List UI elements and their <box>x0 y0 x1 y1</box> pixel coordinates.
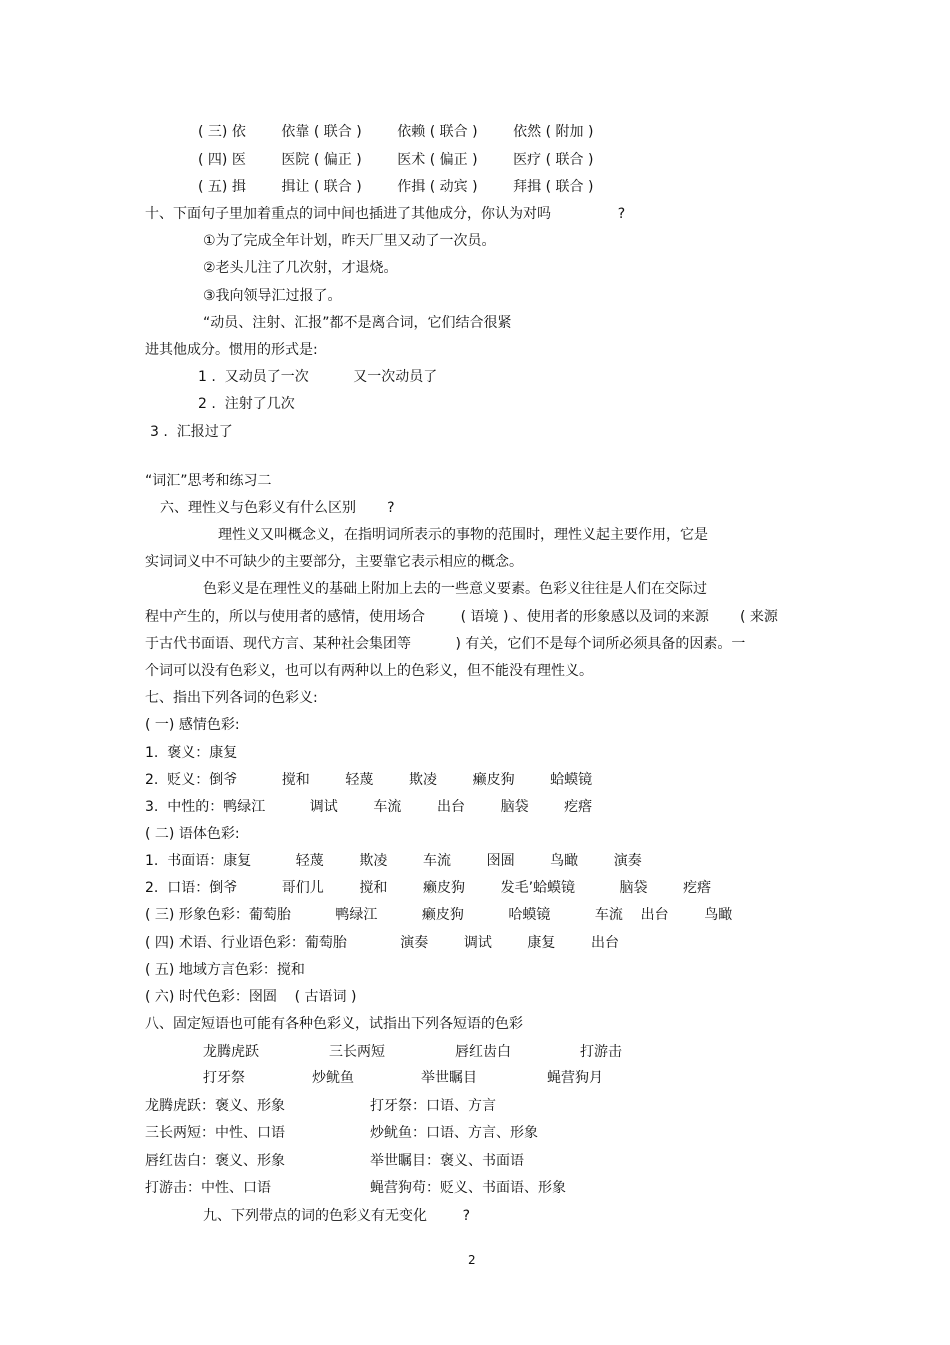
text-line: 2 . 注射了几次 <box>198 396 295 412</box>
text-line: ( 四) 术语、行业语色彩：葡萄胎 演奏 调试 康复 出台 <box>145 935 620 951</box>
text-line: 2. 贬义：倒爷 搅和 轻蔑 欺凌 癞皮狗 蛤蟆镜 <box>145 772 593 788</box>
phrase-item: 打游击 <box>580 1044 622 1060</box>
text-line: ( 五) 地域方言色彩：搅和 <box>145 962 305 978</box>
text-line: 程中产生的，所以与使用者的感情，使用场合 ( 语境 ) 、使用者的形象感以及词的来源 ( 来源 <box>145 609 778 625</box>
text-line: ( 四) 医 医院 ( 偏正 ) 医术 ( 偏正 ) 医疗 ( 联合 ) <box>198 152 594 168</box>
phrase-item: 龙腾虎跃 <box>203 1044 259 1060</box>
answer-item: 打牙祭：口语、方言 <box>370 1098 496 1114</box>
text-line: 七、指出下列各词的色彩义: <box>145 690 318 706</box>
text-line: ( 六) 时代色彩：囹圄 ( 古语词 ) <box>145 989 357 1005</box>
phrase-item: 炒鱿鱼 <box>312 1070 354 1086</box>
text-line: 3. 中性的：鸭绿江 调试 车流 出台 脑袋 疙瘩 <box>145 799 593 815</box>
text-line: 于古代书面语、现代方言、某种社会集团等 ) 有关，它们不是每个词所必须具备的因素。一 <box>145 636 746 652</box>
text-line: 十、下面句子里加着重点的词中间也插进了其他成分，你认为对吗 ? <box>145 206 626 222</box>
text-line: 色彩义是在理性义的基础上附加上去的一些意义要素。色彩义往往是人们在交际过 <box>203 581 707 597</box>
answer-item: 举世瞩目：褒义、书面语 <box>370 1153 524 1169</box>
text-line: 个词可以没有色彩义，也可以有两种以上的色彩义，但不能没有理性义。 <box>145 663 593 679</box>
text-line: 六、理性义与色彩义有什么区别 ? <box>160 500 395 516</box>
text-line: 实词词义中不可缺少的主要部分，主要靠它表示相应的概念。 <box>145 554 523 570</box>
text-line: 1 . 又动员了一次 又一次动员了 <box>198 369 438 385</box>
text-line: 1. 书面语：康复 轻蔑 欺凌 车流 囹圄 鸟瞰 演奏 <box>145 853 642 869</box>
page-number: 2 <box>468 1253 476 1267</box>
text-line: 1. 褒义：康复 <box>145 745 238 761</box>
text-line: “动员、注射、汇报”都不是离合词，它们结合很紧 <box>203 315 512 331</box>
section-title: “词汇”思考和练习二 <box>145 473 272 489</box>
phrase-item: 唇红齿白 <box>455 1044 511 1060</box>
text-line: 九、下列带点的词的色彩义有无变化 ? <box>203 1208 471 1224</box>
phrase-item: 蝇营狗月 <box>547 1070 603 1086</box>
text-line: 理性义又叫概念义，在指明词所表示的事物的范围时，理性义起主要作用，它是 <box>218 527 708 543</box>
answer-item: 炒鱿鱼：口语、方言、形象 <box>370 1125 538 1141</box>
text-line: ( 三) 依 依靠 ( 联合 ) 依赖 ( 联合 ) 依然 ( 附加 ) <box>198 124 594 140</box>
text-line: ( 三) 形象色彩：葡萄胎 鸭绿江 癞皮狗 哈蟆镜 车流 出台 鸟瞰 <box>145 907 733 923</box>
answer-item: 唇红齿白：褒义、形象 <box>145 1153 285 1169</box>
text-line: 八、固定短语也可能有各种色彩义，试指出下列各短语的色彩 <box>145 1016 523 1032</box>
phrase-item: 打牙祭 <box>203 1070 245 1086</box>
phrase-item: 三长两短 <box>329 1044 385 1060</box>
text-line: ②老头儿注了几次射，才退烧。 <box>203 260 398 276</box>
text-line: 3 . 汇报过了 <box>150 424 233 440</box>
answer-item: 三长两短：中性、口语 <box>145 1125 285 1141</box>
text-line: 2. 口语：倒爷 哥们儿 搅和 癞皮狗 发毛’蛤蟆镜 脑袋 疙瘩 <box>145 880 712 896</box>
answer-item: 打游击：中性、口语 <box>145 1180 271 1196</box>
answer-item: 龙腾虎跃：褒义、形象 <box>145 1098 285 1114</box>
answer-item: 蝇营狗苟：贬义、书面语、形象 <box>370 1180 566 1196</box>
text-line: ( 五) 揖 揖让 ( 联合 ) 作揖 ( 动宾 ) 拜揖 ( 联合 ) <box>198 179 594 195</box>
phrase-item: 举世瞩目 <box>421 1070 477 1086</box>
text-line: ( 一) 感情色彩: <box>145 717 240 733</box>
text-line: ③我向领导汇过报了。 <box>203 288 342 304</box>
text-line: ①为了完成全年计划，昨天厂里又动了一次员。 <box>203 233 496 249</box>
text-line: ( 二) 语体色彩: <box>145 826 240 842</box>
text-line: 进其他成分。惯用的形式是: <box>145 342 318 358</box>
